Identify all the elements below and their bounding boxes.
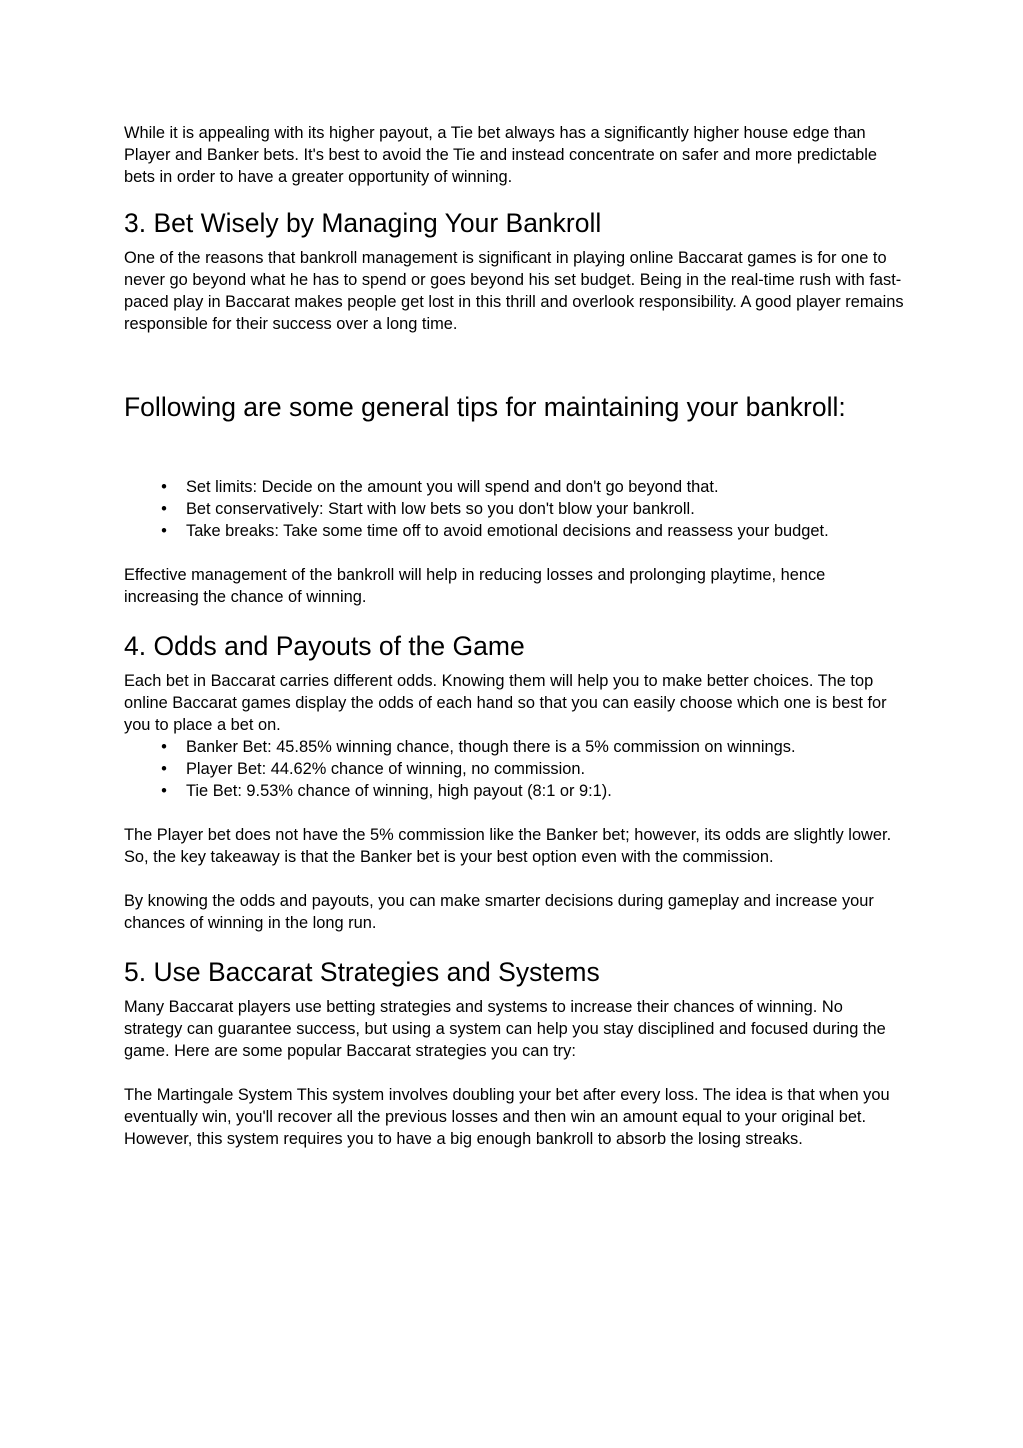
list-item-text: Banker Bet: 45.85% winning chance, though there is a 5% commission on winnings. bbox=[186, 738, 796, 756]
list-item-text: Tie Bet: 9.53% chance of winning, high payout (8:1 or 9:1). bbox=[186, 782, 612, 800]
bullet-icon: • bbox=[161, 522, 167, 540]
list-item-text: Player Bet: 44.62% chance of winning, no commission. bbox=[186, 760, 586, 778]
section-5-paragraph-2: The Martingale System This system involves doubling your bet after every loss. The idea is that when you eventually win, you'll recover all the previous losses and then win an amount equal to your original bet. However, this system requires you to have a big enough bankroll to absorb the losing streaks. bbox=[124, 1086, 890, 1148]
section-4-paragraph-2: The Player bet does not have the 5% commission like the Banker bet; however, its odds are slightly lower. So, the key takeaway is that the Banker bet is your best option even with the commission. bbox=[124, 826, 892, 866]
bullet-icon: • bbox=[161, 760, 167, 778]
list-item bbox=[161, 476, 904, 498]
list-item bbox=[161, 780, 904, 802]
bullet-icon: • bbox=[161, 500, 167, 518]
section-3-paragraph: One of the reasons that bankroll management is significant in playing online Baccarat games is for one to never go beyond what he has to spend or goes beyond his set budget. Being in the real-time rush with fast-paced play in Baccarat makes people get lost in this thrill and overlook responsibility. A good player remains responsible for their success over a long time. bbox=[124, 249, 904, 333]
list-item bbox=[161, 758, 904, 780]
bullet-icon: • bbox=[161, 478, 167, 496]
tips-list bbox=[124, 476, 904, 542]
tips-heading: Following are some general tips for maintaining your bankroll: bbox=[124, 392, 846, 422]
section-4-paragraph: Each bet in Baccarat carries different odds. Knowing them will help you to make better choices. The top online Baccarat games display the odds of each hand so that you can easily choose which one is best for you to place a bet on. bbox=[124, 672, 887, 734]
section-5-heading: 5. Use Baccarat Strategies and Systems bbox=[124, 957, 600, 987]
bullet-icon: • bbox=[161, 782, 167, 800]
list-item bbox=[161, 520, 904, 542]
odds-list bbox=[124, 736, 904, 802]
list-item bbox=[161, 498, 904, 520]
list-item bbox=[161, 736, 904, 758]
section-5-paragraph: Many Baccarat players use betting strategies and systems to increase their chances of winning. No strategy can guarantee success, but using a system can help you stay disciplined and focused during the game. Here are some popular Baccarat strategies you can try: bbox=[124, 998, 886, 1060]
list-item-text: Bet conservatively: Start with low bets so you don't blow your bankroll. bbox=[186, 500, 695, 518]
section-4-heading: 4. Odds and Payouts of the Game bbox=[124, 631, 525, 661]
section-3-heading: 3. Bet Wisely by Managing Your Bankroll bbox=[124, 208, 602, 238]
document-page bbox=[124, 122, 904, 1150]
list-item-text: Take breaks: Take some time off to avoid emotional decisions and reassess your budget. bbox=[186, 522, 829, 540]
intro-paragraph: While it is appealing with its higher payout, a Tie bet always has a significantly higher house edge than Player and Banker bets. It's best to avoid the Tie and instead concentrate on safer and more predictable bets in order to have a greater opportunity of winning. bbox=[124, 124, 878, 186]
list-item-text: Set limits: Decide on the amount you will spend and don't go beyond that. bbox=[186, 478, 719, 496]
bullet-icon: • bbox=[161, 738, 167, 756]
section-4-paragraph-3: By knowing the odds and payouts, you can make smarter decisions during gameplay and increase your chances of winning in the long run. bbox=[124, 892, 874, 932]
tips-closing-paragraph: Effective management of the bankroll will help in reducing losses and prolonging playtime, hence increasing the chance of winning. bbox=[124, 566, 826, 606]
